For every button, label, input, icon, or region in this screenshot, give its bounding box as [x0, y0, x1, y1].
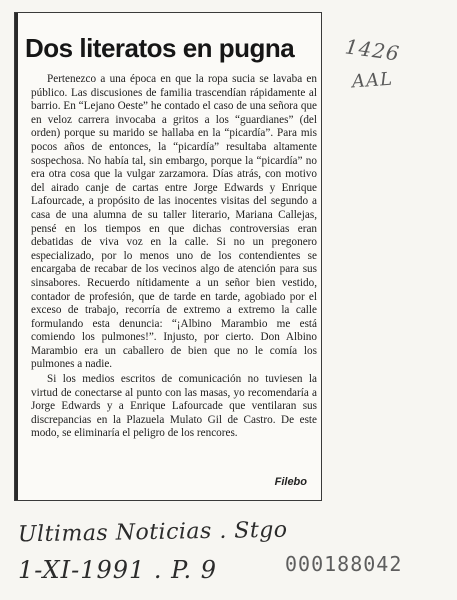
- article-headline: Dos literatos en pugna: [25, 33, 295, 63]
- stamped-number: 000188042: [285, 552, 403, 576]
- article-body: [31, 73, 317, 441]
- handwritten-code: 1426: [343, 34, 402, 66]
- handwritten-code-2: AAL: [351, 68, 394, 93]
- article-signature: Filebo: [274, 476, 307, 488]
- handwritten-date-page: 1-XI-1991 . P. 9: [18, 556, 217, 584]
- article-paragraph-2: Si los medios escritos de comunicación no tuviesen la virtud de conectarse al punto con las masas, yo recomendaría a Jorge Edwards y a Enrique Lafourcade que ventilaran sus discrepancias en la Plazuela Mulato Gil de Castro. De este modo, se eliminaría el peligro de los rencores.: [31, 373, 317, 440]
- column-rule: [15, 13, 18, 500]
- handwritten-source: Ultimas Noticias . Stgo: [17, 517, 288, 548]
- newspaper-clipping: [14, 12, 322, 501]
- article-paragraph-1: Pertenezco a una época en que la ropa sucia se lavaba en público. Las discusiones de familia trascendían rápidamente al barrio. En “Lejano Oeste” he contado el caso de una señora que en veloz carrera invocaba a gritos a los “guardianes” (del orden) porque su marido se hallaba en la “picardía”. Para mis pocos años de entonces, la “picardía” resultaba altamente sospechosa. No había tal, sin embargo, porque la “picardía” no era otra cosa que la vulgar zarzamora. Días atrás, con motivo del airado canje de cartas entre Jorge Edwards y Enrique Lafourcade, a propósito de las inocentes visitas del segundo a casa de una alumna de su taller literario, Mariana Callejas, pensé en los tiempos en que dichas controversias eran debatidas de viva voz en la calle. Si no un pregonero especializado, por lo menos uno de los contendientes se encargaba de recabar de los vecinos algo de atención para sus sinsabores. Recuerdo nítidamente a un señor bien vestido, contador de profesión, que de tarde en tarde, agobiado por el exceso de trabajo, recorría de extremo a extremo la calle formulando esta denuncia: “¡Albino Marambio me está comiendo los pulmones!”. Injusto, por cierto. Don Albino Marambio era un caballero de bien que no le comía los pulmones a nadie.: [31, 73, 317, 371]
